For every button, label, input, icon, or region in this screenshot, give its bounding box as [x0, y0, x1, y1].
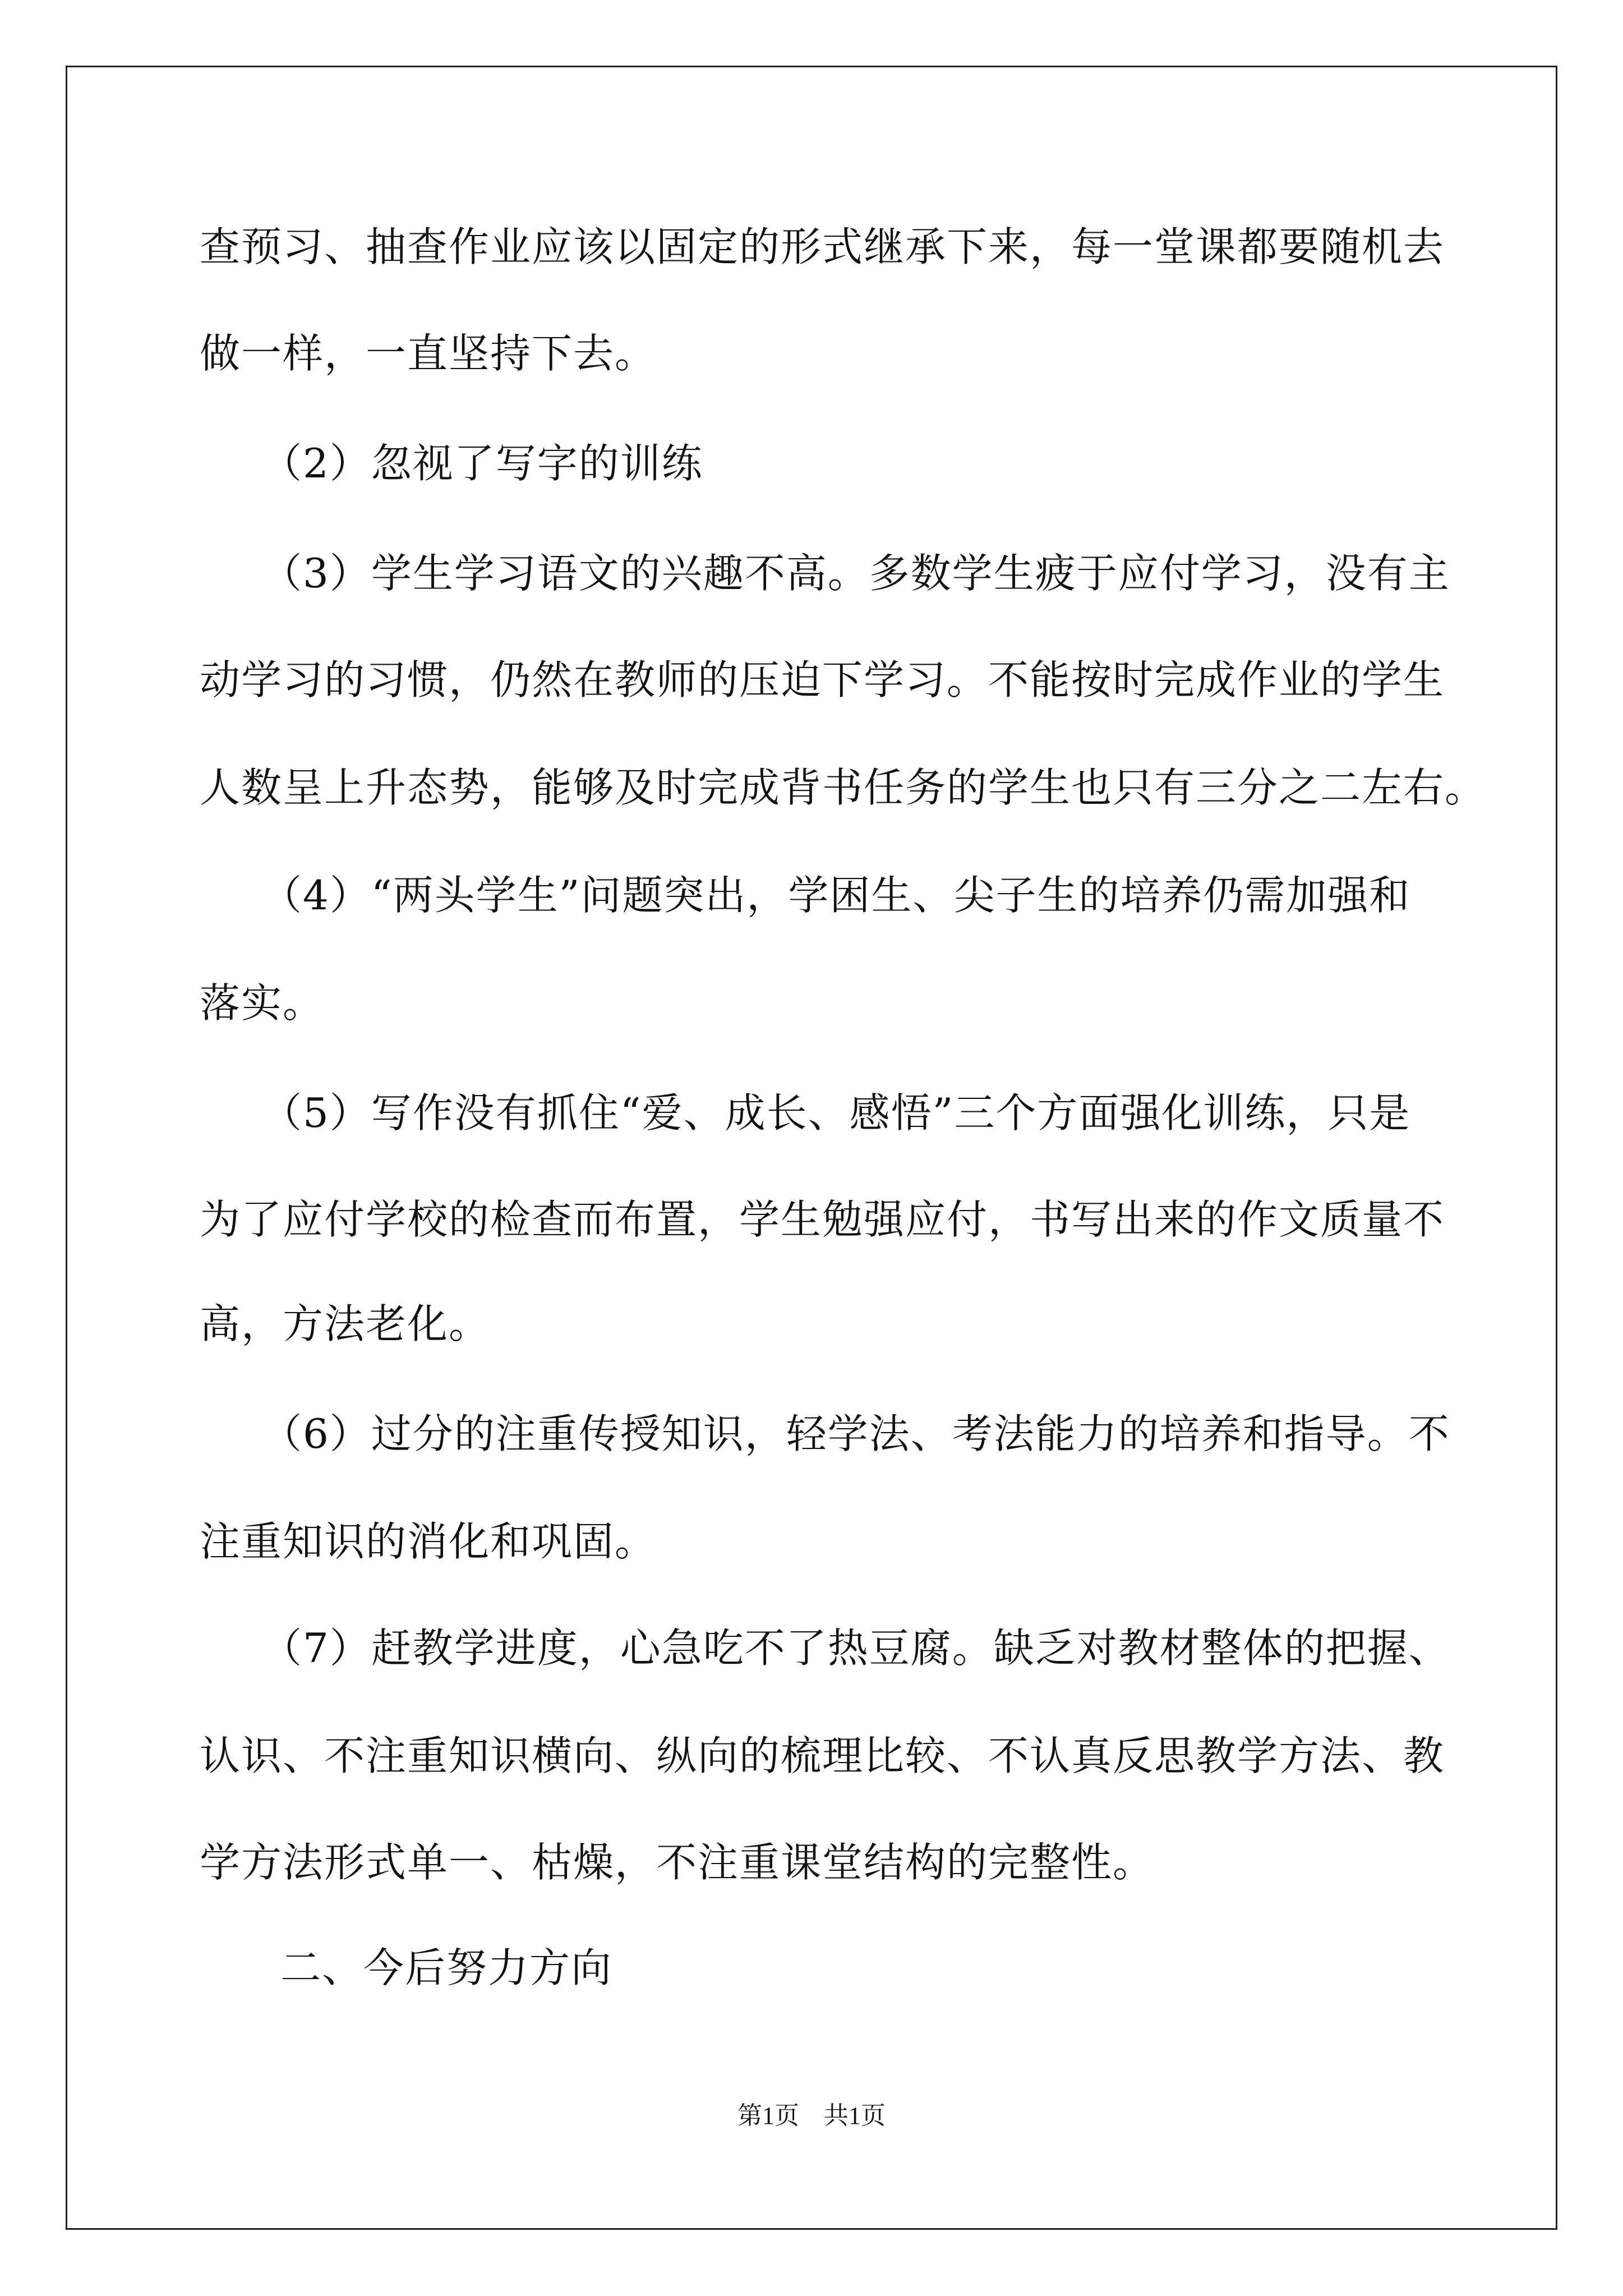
- page-number-footer: 第1页 共1页: [737, 2102, 886, 2129]
- text-line: 做一样，一直坚持下去。: [200, 330, 657, 377]
- text-line: 查预习、抽查作业应该以固定的形式继承下来，每一堂课都要随机去: [200, 223, 1445, 270]
- text-line: （2）忽视了写字的训练: [261, 440, 703, 487]
- text-line: 落实。: [200, 979, 325, 1027]
- text-line: 注重知识的消化和巩固。: [200, 1518, 657, 1565]
- text-line: 学方法形式单一、枯燥，不注重课堂结构的完整性。: [200, 1839, 1155, 1886]
- text-line: 为了应付学校的检查而布置，学生勉强应付，书写出来的作文质量不: [200, 1196, 1445, 1243]
- text-line: （4）“两头学生”问题突出，学困生、尖子生的培养仍需加强和: [261, 872, 1411, 919]
- text-line: 动学习的习惯，仍然在教师的压迫下学习。不能按时完成作业的学生: [200, 656, 1445, 703]
- page-border: [66, 66, 1557, 2230]
- text-line: （3）学生学习语文的兴趣不高。多数学生疲于应付学习，没有主: [261, 550, 1450, 597]
- text-line: 人数呈上升态势，能够及时完成背书任务的学生也只有三分之二左右。: [200, 764, 1487, 811]
- text-line: 高，方法老化。: [200, 1300, 491, 1347]
- section-heading: 二、今后努力方向: [280, 1944, 613, 1991]
- text-line: 认识、不注重知识横向、纵向的梳理比较、不认真反思教学方法、教: [200, 1732, 1445, 1779]
- text-line: （7）赶教学进度，心急吃不了热豆腐。缺乏对教材整体的把握、: [261, 1625, 1450, 1672]
- text-line: （6）过分的注重传授知识，轻学法、考法能力的培养和指导。不: [261, 1410, 1450, 1457]
- text-line: （5）写作没有抓住“爱、成长、感悟”三个方面强化训练，只是: [261, 1089, 1411, 1137]
